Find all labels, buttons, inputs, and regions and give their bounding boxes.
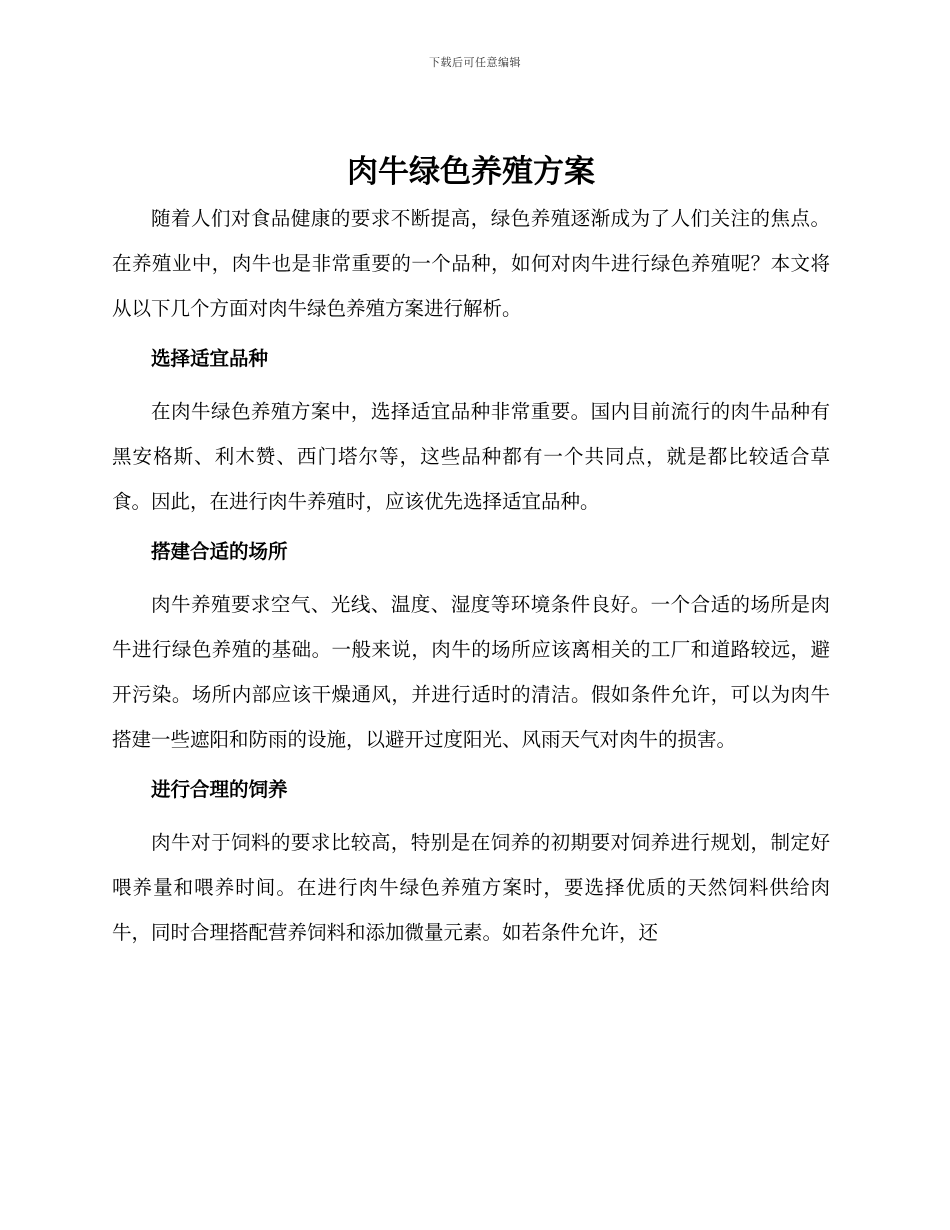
section-paragraph: 在肉牛绿色养殖方案中，选择适宜品种非常重要。国内目前流行的肉牛品种有黑安格斯、利木赞、西门塔尔等，这些品种都有一个共同点，就是都比较适合草食。因此，在进行肉牛养殖时，应该优先选择适宜品种。	[112, 400, 830, 513]
document-body	[112, 148, 830, 955]
header-note: 下载后可任意编辑	[429, 56, 521, 69]
document-title: 肉牛绿色养殖方案	[347, 154, 595, 190]
section-heading: 进行合理的饲养	[151, 778, 288, 801]
section-feeding	[112, 774, 830, 955]
section-site	[112, 536, 830, 762]
section-paragraph: 肉牛养殖要求空气、光线、温度、湿度等环境条件良好。一个合适的场所是肉牛进行绿色养殖的基础。一般来说，肉牛的场所应该离相关的工厂和道路较远，避开污染。场所内部应该干燥通风，并进行适时的清洁。假如条件允许，可以为肉牛搭建一些遮阳和防雨的设施，以避开过度阳光、风雨天气对肉牛的损害。	[112, 593, 830, 751]
intro-paragraph: 随着人们对食品健康的要求不断提高，绿色养殖逐渐成为了人们关注的焦点。在养殖业中，肉牛也是非常重要的一个品种，如何对肉牛进行绿色养殖呢？本文将从以下几个方面对肉牛绿色养殖方案进行解析。	[112, 207, 830, 320]
section-paragraph: 肉牛对于饲料的要求比较高，特别是在饲养的初期要对饲养进行规划，制定好喂养量和喂养时间。在进行肉牛绿色养殖方案时，要选择优质的天然饲料供给肉牛，同时合理搭配营养饲料和添加微量元素。如若条件允许，还	[112, 831, 830, 944]
section-heading: 搭建合适的场所	[151, 540, 288, 563]
section-breed	[112, 343, 830, 524]
section-heading: 选择适宜品种	[151, 347, 269, 370]
